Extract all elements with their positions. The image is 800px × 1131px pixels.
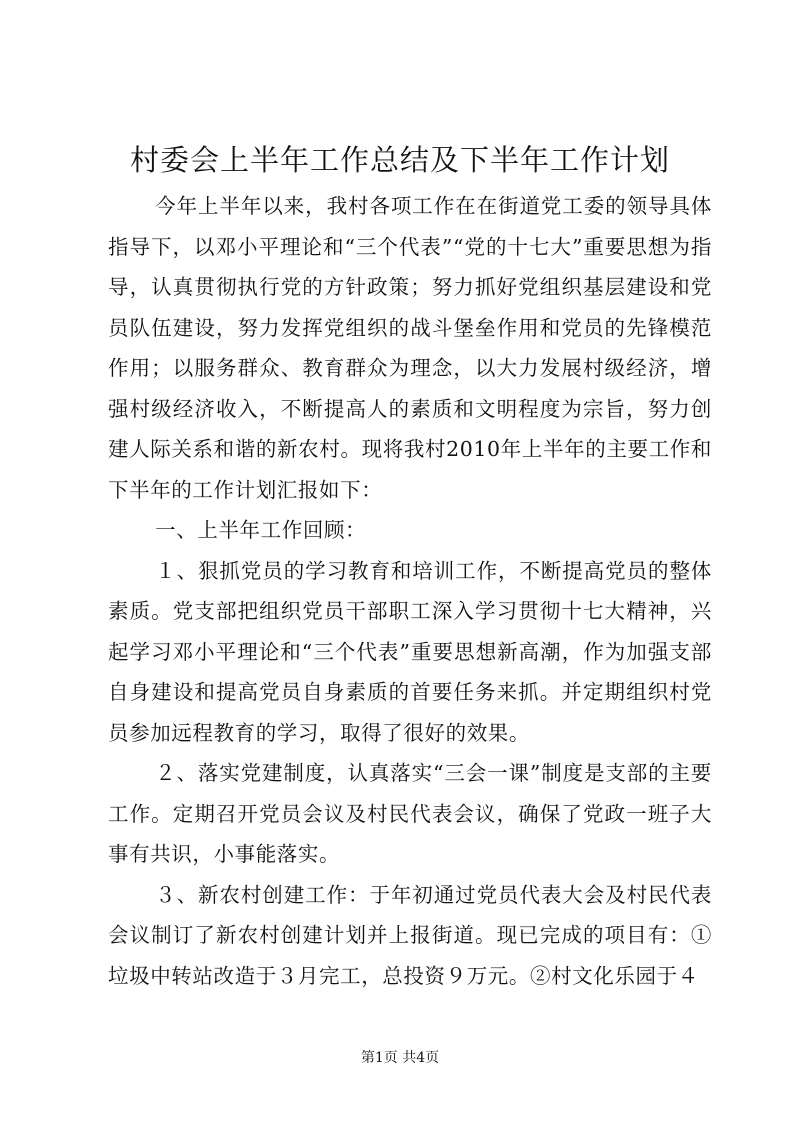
- paragraph-item-1: １、狠抓党员的学习教育和培训工作，不断提高党员的整体素质。党支部把组织党员干部职工深入学习贯彻十七大精神，兴起学习邓小平理论和“三个代表”重要思想新高潮，作为加强支部自身建设和提高党员自身素质的首要任务来抓。并定期组织村党员参加远程教育的学习，取得了很好的效果。: [108, 558, 712, 745]
- paragraph-intro: 今年上半年以来，我村各项工作在在街道党工委的领导具体指导下，以邓小平理论和“三个代表”“党的十七大”重要思想为指导，认真贯彻执行党的方针政策；努力抓好党组织基层建设和党员队伍建设，努力发挥党组织的战斗堡垒作用和党员的先锋模范作用；以服务群众、教育群众为理念，以大力发展村级经济，增强村级经济收入，不断提高人的素质和文明程度为宗旨，努力创建人际关系和谐的新农村。现将我村2010年上半年的主要工作和下半年的工作计划汇报如下：: [108, 194, 712, 502]
- paragraph-item-2: ２、落实党建制度，认真落实“三会一课”制度是支部的主要工作。定期召开党员会议及村民代表会议，确保了党政一班子大事有共识，小事能落实。: [108, 761, 712, 866]
- document-body: [108, 186, 712, 996]
- paragraph-item-3: ３、新农村创建工作：于年初通过党员代表大会及村民代表会议制订了新农村创建计划并上报街道。现已完成的项目有：①垃圾中转站改造于３月完工，总投资９万元。②村文化乐园于４: [108, 882, 712, 988]
- page-title: 村委会上半年工作总结及下半年工作计划: [129, 143, 670, 177]
- page-number-footer: 第1页 共4页: [360, 1050, 440, 1066]
- section-heading-review: 一、上半年工作回顾：: [155, 518, 367, 542]
